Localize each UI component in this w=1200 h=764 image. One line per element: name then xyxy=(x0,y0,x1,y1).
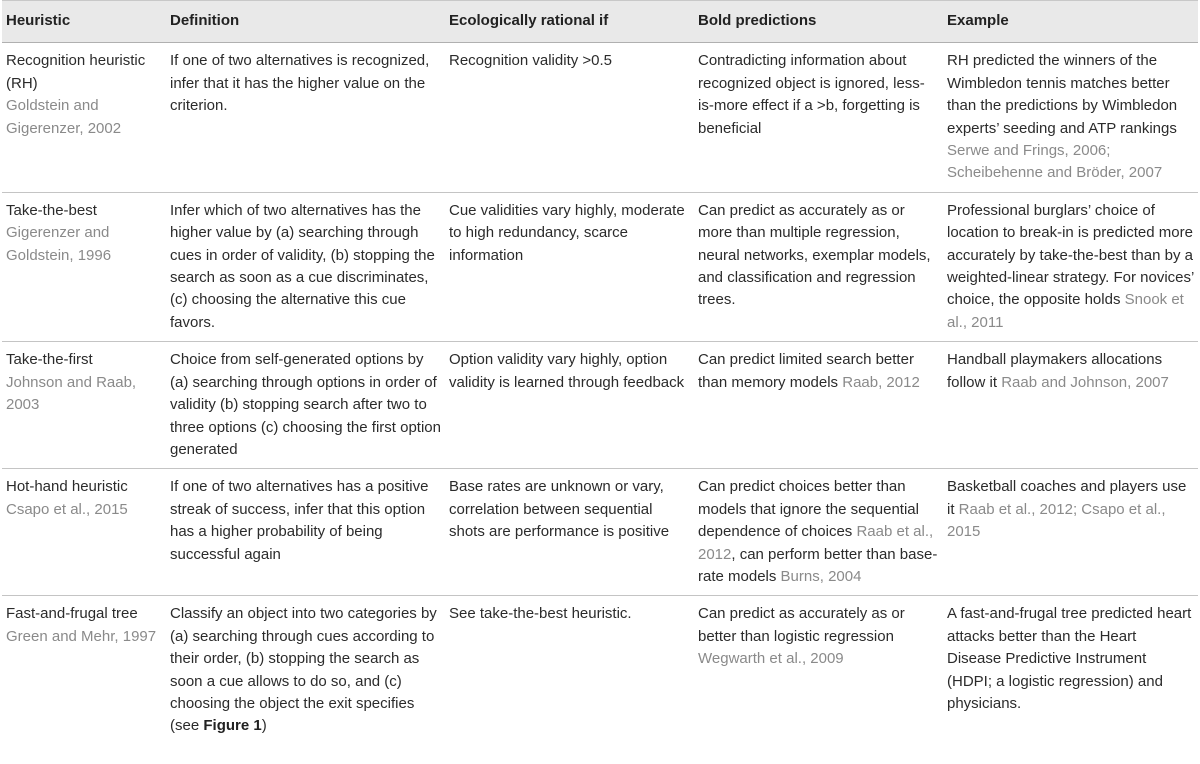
heuristic-cell xyxy=(2,596,166,745)
ecological-text: Recognition validity >0.5 xyxy=(449,52,613,70)
definition-cell xyxy=(166,342,445,469)
citation: Csapo et al., 2015 xyxy=(6,500,128,518)
predictions-text: Can predict as accurately as or more than multiple regression, neural networks, exemplar models, and classification and regression trees. xyxy=(698,201,931,309)
citation: Csapo et al., 2015 xyxy=(947,500,1166,541)
citation-separator: ; xyxy=(1072,500,1082,518)
heuristics-table xyxy=(2,0,1198,745)
ecological-text: Base rates are unknown or vary, correlation between sequential shots are performance is positive xyxy=(449,478,670,541)
citation: Raab et al., 2012 xyxy=(958,500,1073,518)
ecological-cell xyxy=(445,192,694,341)
predictions-cell xyxy=(694,469,943,596)
definition-close: ) xyxy=(261,717,267,735)
heuristic-name: Fast-and-frugal tree xyxy=(6,605,138,623)
table-row xyxy=(2,192,1198,341)
citation: Raab and Johnson, 2007 xyxy=(1001,373,1169,391)
heuristic-cell xyxy=(2,43,166,192)
definition-text: Classify an object into two categories by (a) searching through cues according to their order, (b) stopping the search as soon a cue allows to do so, and (c) choosing the object the exit specifies (see xyxy=(170,605,437,735)
header-row xyxy=(2,1,1198,43)
example-text: RH predicted the winners of the Wimbledon tennis matches better than the predictions by Wimbledon experts’ seeding and ATP rankings xyxy=(947,52,1178,137)
citation: Raab et al., 2012 xyxy=(698,523,934,563)
header-heuristic: Heuristic xyxy=(2,1,166,43)
header-bold-predictions: Bold predictions xyxy=(694,1,943,43)
example-cell xyxy=(943,192,1198,341)
citation: Burns, 2004 xyxy=(780,567,862,585)
definition-text: If one of two alternatives is recognized, infer that it has the higher value on the criterion. xyxy=(170,52,430,115)
definition-cell xyxy=(166,192,445,341)
heuristic-cell xyxy=(2,342,166,469)
definition-cell xyxy=(166,596,445,745)
definition-text: Infer which of two alternatives has the higher value by (a) searching through cues in order of validity, (b) stopping the search as soon as a cue discriminates, (c) choosing the alternative this cue favors. xyxy=(170,201,435,331)
definition-text: If one of two alternatives has a positive streak of success, infer that this option has a higher probability of being successful again xyxy=(170,478,429,563)
example-text: Basketball coaches and players use it xyxy=(947,478,1187,518)
predictions-text: Can predict as accurately as or better than logistic regression xyxy=(698,605,905,645)
citation: Raab, 2012 xyxy=(842,373,920,391)
example-cell xyxy=(943,342,1198,469)
definition-cell xyxy=(166,469,445,596)
example-cell xyxy=(943,43,1198,192)
heuristic-cell xyxy=(2,192,166,341)
example-cell xyxy=(943,469,1198,596)
predictions-text: Can predict choices better than models that ignore the sequential dependence of choices xyxy=(698,478,919,541)
predictions-cell xyxy=(694,192,943,341)
heuristic-name: Recognition heuristic (RH) xyxy=(6,52,146,92)
example-text: Handball playmakers allocations follow it xyxy=(947,351,1163,391)
heuristic-cell xyxy=(2,469,166,596)
ecological-cell xyxy=(445,43,694,192)
predictions-text: Contradicting information about recognized object is ignored, less-is-more effect if a >b, forgetting is beneficial xyxy=(698,52,925,137)
predictions-text: Can predict limited search better than memory models xyxy=(698,351,914,391)
heuristic-name: Take-the-first xyxy=(6,351,93,369)
citation: Snook et al., 2011 xyxy=(947,291,1184,331)
ecological-cell xyxy=(445,342,694,469)
citation: Gigerenzer and Goldstein, 1996 xyxy=(6,224,112,264)
table-row xyxy=(2,43,1198,192)
citation: Green and Mehr, 1997 xyxy=(6,627,157,645)
heuristic-name: Hot-hand heuristic xyxy=(6,478,128,496)
ecological-text: Cue validities vary highly, moderate to high redundancy, scarce information xyxy=(449,201,685,264)
header-ecologically-rational: Ecologically rational if xyxy=(445,1,694,43)
citation: Johnson and Raab, 2003 xyxy=(6,373,137,414)
citation: Serwe and Frings, 2006; Scheibehenne and Bröder, 2007 xyxy=(947,142,1163,182)
definition-cell xyxy=(166,43,445,192)
example-text: A fast-and-frugal tree predicted heart attacks better than the Heart Disease Predictive Instrument (HDPI; a logistic regression) and physicians. xyxy=(947,605,1192,712)
table-row xyxy=(2,469,1198,596)
example-cell xyxy=(943,596,1198,745)
table-row xyxy=(2,342,1198,469)
ecological-cell xyxy=(445,469,694,596)
predictions-cell xyxy=(694,596,943,745)
citation: Wegwarth et al., 2009 xyxy=(698,650,844,668)
definition-text: Choice from self-generated options by (a) searching through options in order of validity (b) stopping search after two to three options (c) choosing the first option generated xyxy=(170,351,441,458)
table-row xyxy=(2,596,1198,745)
citation: Goldstein and Gigerenzer, 2002 xyxy=(6,97,122,137)
example-text: Professional burglars’ choice of location to break-in is predicted more accurately by take-the-best than by a weighted-linear strategy. For novices’ choice, the opposite holds xyxy=(947,201,1194,309)
heuristic-name: Take-the-best xyxy=(6,201,97,219)
ecological-cell xyxy=(445,596,694,745)
predictions-text: , can perform better than base-rate models xyxy=(698,545,938,585)
figure-link[interactable]: Figure 1 xyxy=(203,717,262,735)
predictions-cell xyxy=(694,342,943,469)
ecological-text: Option validity vary highly, option validity is learned through feedback xyxy=(449,351,685,391)
ecological-text: See take-the-best heuristic. xyxy=(449,605,632,623)
header-definition: Definition xyxy=(166,1,445,43)
header-example: Example xyxy=(943,1,1198,43)
predictions-cell xyxy=(694,43,943,192)
